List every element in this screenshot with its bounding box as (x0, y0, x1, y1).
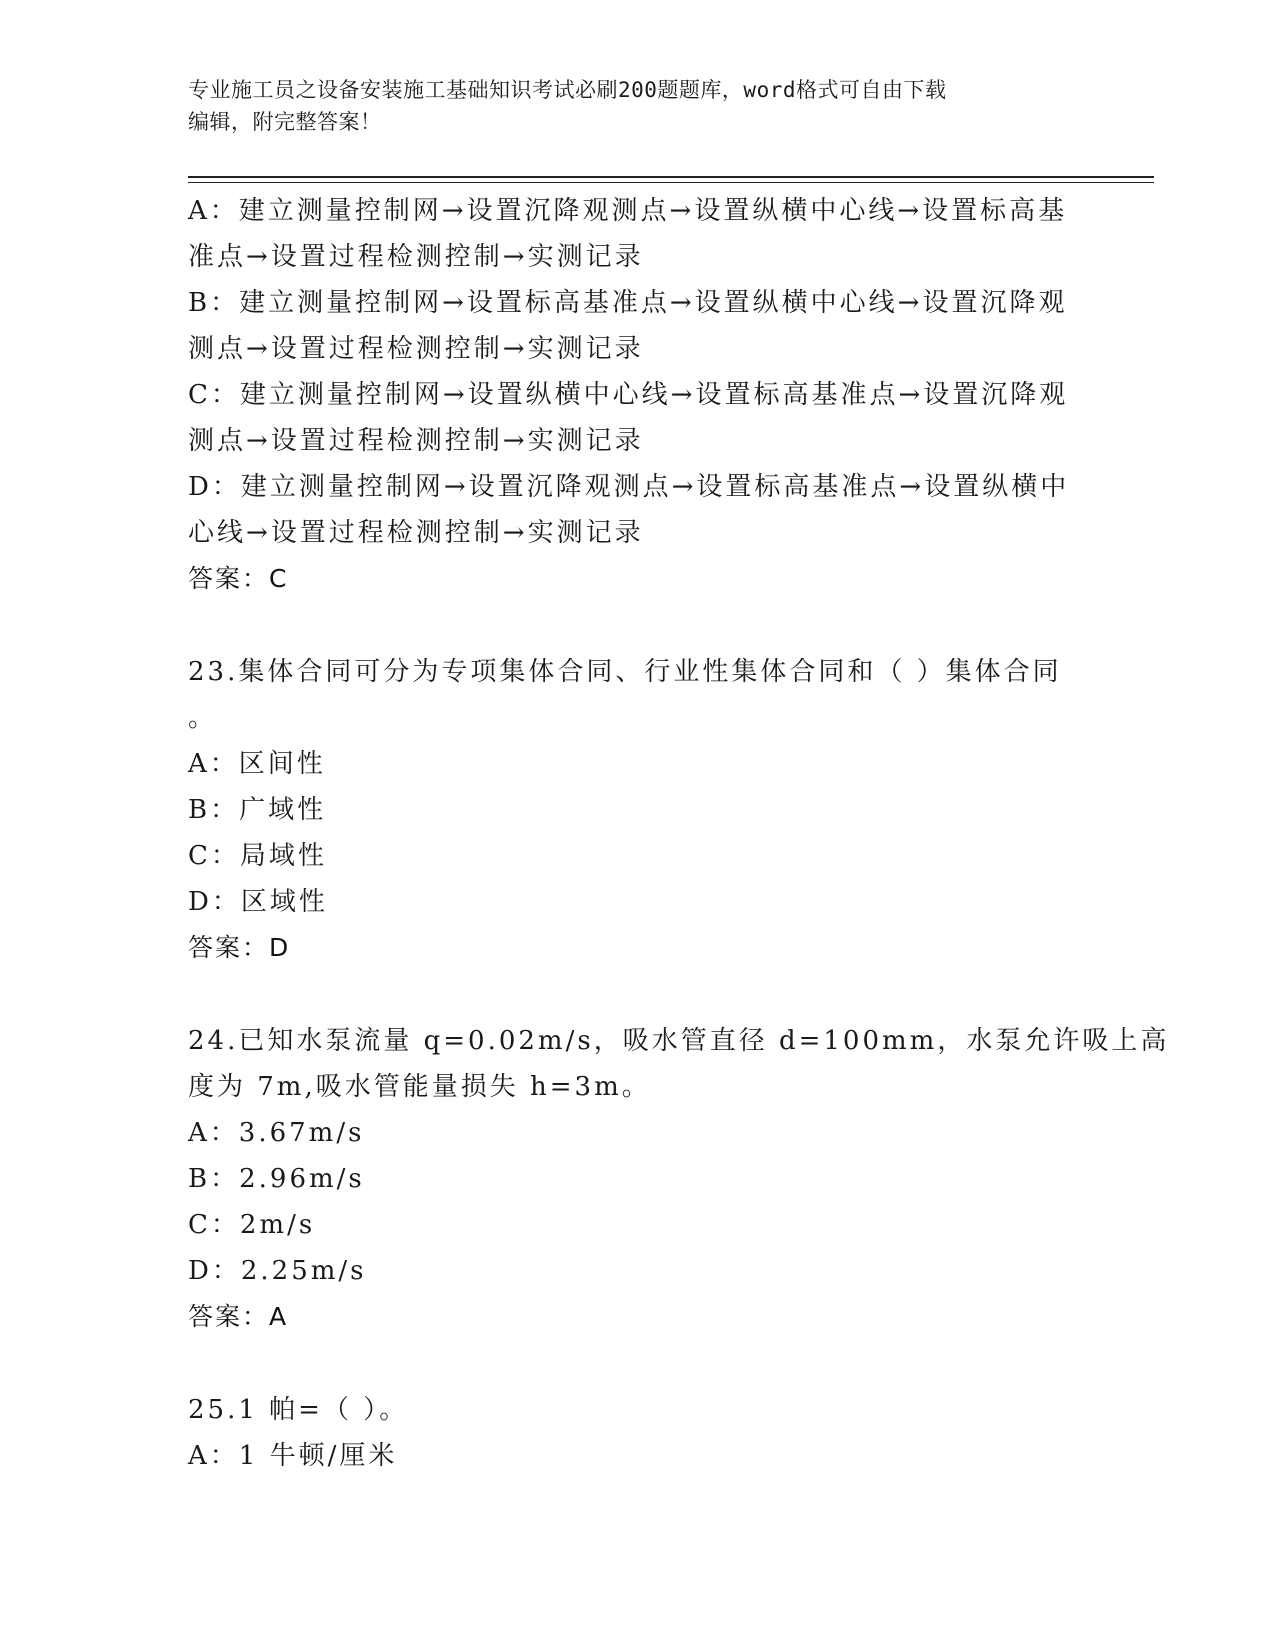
q25-stem-line-1: 25.1 帕=（ ）。 (188, 1395, 409, 1425)
question-list (188, 188, 1170, 1479)
q23-option-c: C：局域性 (188, 841, 327, 871)
question-23 (188, 649, 1088, 971)
q22-option-d-line-1: D：建立测量控制网→设置沉降观测点→设置标高基准点→设置纵横中 (188, 472, 1070, 502)
q22-option-d-line-2: 心线→设置过程检测控制→实测记录 (188, 518, 644, 548)
question-22 (188, 188, 1088, 602)
q22-answer: 答案：C (188, 564, 289, 593)
header-title-line-1: 专业施工员之设备安装施工基础知识考试必刷200题题库，word格式可自由下载 (188, 78, 947, 102)
q23-option-a: A：区间性 (188, 749, 326, 779)
q22-option-b-line-1: B：建立测量控制网→设置标高基准点→设置纵横中心线→设置沉降观 (188, 288, 1068, 318)
q22-option-a-line-1: A：建立测量控制网→设置沉降观测点→设置纵横中心线→设置标高基 (188, 196, 1068, 226)
q22-option-a-line-2: 准点→设置过程检测控制→实测记录 (188, 242, 644, 272)
header-title-line-2: 编辑，附完整答案！ (188, 110, 382, 134)
q24-stem-line-1: 24.已知水泵流量 q=0.02m/s，吸水管直径 d=100mm，水泵允许吸上高 (188, 1026, 1170, 1056)
header-divider-thin (188, 182, 1154, 183)
q23-option-d: D：区域性 (188, 887, 328, 917)
q24-answer: 答案：A (188, 1302, 289, 1331)
q22-option-b-line-2: 测点→设置过程检测控制→实测记录 (188, 334, 644, 364)
question-25 (188, 1387, 1088, 1479)
q25-option-a: A：1 牛顿/厘米 (188, 1441, 398, 1471)
q23-stem-line-2: 。 (188, 703, 218, 733)
q23-option-b: B：广域性 (188, 795, 327, 825)
q22-option-c-line-2: 测点→设置过程检测控制→实测记录 (188, 426, 644, 456)
question-spacer (188, 1340, 1088, 1387)
document-header (188, 74, 1088, 138)
q23-answer: 答案：D (188, 933, 291, 962)
q24-stem-line-2: 度为 7m,吸水管能量损失 h=3m。 (188, 1072, 651, 1102)
q24-option-b: B：2.96m/s (188, 1164, 365, 1194)
header-divider-thick (188, 176, 1154, 178)
q23-stem-line-1: 23.集体合同可分为专项集体合同、行业性集体合同和（ ）集体合同 (188, 657, 1062, 687)
q24-option-d: D：2.25m/s (188, 1256, 367, 1286)
question-spacer (188, 971, 1088, 1018)
q22-option-c-line-1: C：建立测量控制网→设置纵横中心线→设置标高基准点→设置沉降观 (188, 380, 1069, 410)
question-spacer (188, 602, 1088, 649)
q24-option-a: A：3.67m/s (188, 1118, 365, 1148)
q24-option-c: C：2m/s (188, 1210, 316, 1240)
question-24 (188, 1018, 1170, 1340)
